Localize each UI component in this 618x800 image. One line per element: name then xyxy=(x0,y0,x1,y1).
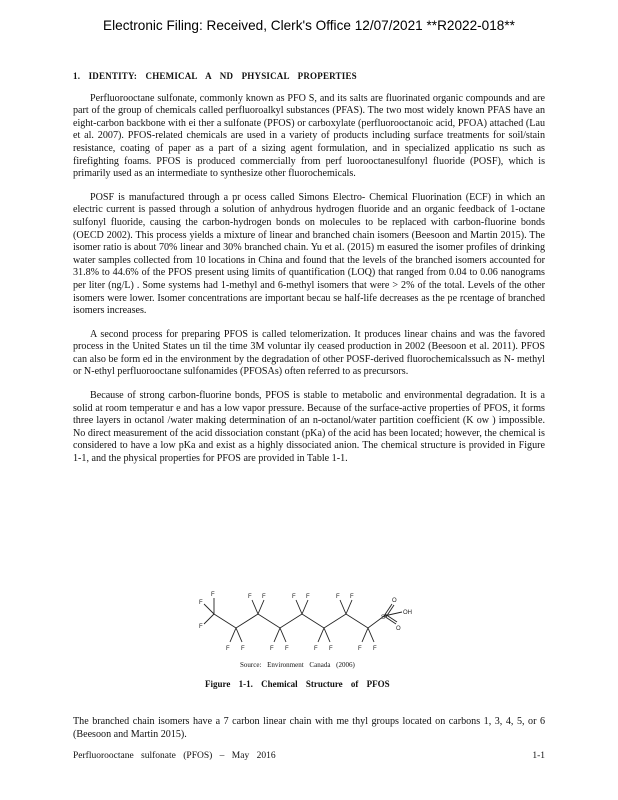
svg-text:F: F xyxy=(329,646,333,652)
svg-text:F: F xyxy=(262,594,266,600)
svg-text:S: S xyxy=(381,615,386,621)
svg-text:F: F xyxy=(285,646,289,652)
svg-text:F: F xyxy=(199,600,203,606)
footer-document-title: Perfluorooctane sulfonate (PFOS) – May 2016 xyxy=(73,751,276,761)
svg-text:F: F xyxy=(226,646,230,652)
paragraph-intro: Perfluorooctane sulfonate, commonly known as PFO S, and its salts are fluorinated organic compounds and are part of the group of chemicals called perfluoroalkyl substances (PFAS). The two most widely known PFAS have an eight-carbon backbone with ei ther a sulfonate (PFOS) or carboxylate (perfluorooctanoic acid, PFOA) attached (Lau et al. 2007). PFOS-related chemicals are used in a variety of products including surface treatments for soil/stain resistance, coating of paper as a part of a sizing agent formulation, and in specialized applicatio ns such as firefighting foams. PFOS is produced commercially from perf luorooctanesulfonyl fluoride (POSF), which is primarily used as an intermediate to synthesize other fluorochemicals. xyxy=(73,92,545,180)
svg-text:F: F xyxy=(248,594,252,600)
svg-text:O: O xyxy=(392,598,397,604)
svg-text:F: F xyxy=(314,646,318,652)
svg-text:F: F xyxy=(211,592,215,598)
svg-text:OH: OH xyxy=(403,610,412,616)
svg-text:F: F xyxy=(199,624,203,630)
figure-source: Source: Environment Canada (2006) xyxy=(240,661,355,669)
paragraph-telomerization: A second process for preparing PFOS is called telomerization. It produces linear chains and was the favored process in the United States un til the time 3M voluntar ily ceased production in 2002 (Beesoon et al. 2011). PFOS can also be form ed in the environment by the degradation of other POSF-derived fluorochemicalssuch as N- methyl or N-ethyl perfluorooctane sulfonamides (PFOSAs) often referred to as precursors. xyxy=(73,328,545,378)
svg-text:F: F xyxy=(358,646,362,652)
svg-text:F: F xyxy=(336,594,340,600)
document-body xyxy=(73,70,545,477)
svg-text:O: O xyxy=(396,626,401,632)
filing-header: Electronic Filing: Received, Clerk's Office 12/07/2021 **R2022-018** xyxy=(103,18,515,33)
section-heading: 1. IDENTITY: CHEMICAL A ND PHYSICAL PROPERTIES xyxy=(73,71,357,81)
footer-page-number: 1-1 xyxy=(532,751,545,761)
svg-text:F: F xyxy=(292,594,296,600)
svg-text:F: F xyxy=(270,646,274,652)
figure-caption: Figure 1-1. Chemical Structure of PFOS xyxy=(205,679,390,689)
svg-text:F: F xyxy=(241,646,245,652)
svg-text:F: F xyxy=(373,646,377,652)
pfos-structure-drawing xyxy=(196,584,416,658)
paragraph-posf-manufacture: POSF is manufactured through a pr ocess called Simons Electro- Chemical Fluorination (ECF) in which an electric current is passed through a solution of anhydrous hydrogen fluoride and an organic feedback of 1-octane sulfonyl fluoride, causing the carbon-hydrogen bonds on molecules to be replaced with carbon-fluorine bonds (OECD 2002). This process yields a mixture of linear and branched chain isomers (Beesoon and Martin 2015). The isomer ratio is about 70% linear and 30% branched chain. Yu et al. (2015) m easured the isomer profiles of drinking water samples collected from 10 locations in China and found that the levels of the branched isomers accounted for 31.8% to 44.6% of the PFOS present using limits of quantification (LOQ) that ranged from 0.04 to 0.06 nanograms per liter (ng/L) . Some systems had 1-methyl and 6-methyl isomers that were > 2% of the total. Levels of the other isomers were lower. Isomer concentrations are important becau se half-life decreases as the pe rcentage of branched isomers increases. xyxy=(73,191,545,317)
svg-text:F: F xyxy=(306,594,310,600)
pfos-structure-figure xyxy=(196,584,416,658)
paragraph-branched-isomers: The branched chain isomers have a 7 carbon linear chain with me thyl groups located on carbons 1, 3, 4, 5, or 6 (Beesoon and Martin 2015). xyxy=(73,716,545,740)
paragraph-properties: Because of strong carbon-fluorine bonds, PFOS is stable to metabolic and environmental degradation. It is a solid at room temperatur e and has a low vapor pressure. Because of the surface-active properties of PFOS, it forms three layers in octanol /water making determination of an n-octanol/water partition coefficient (K ow ) impossible. No direct measurement of the acid dissociation constant (pKa) of the acid has been located; however, the chemical is considered to have a low pKa and exist as a highly dissociated anion. The chemical structure is provided in Figure 1-1, and the physical properties for PFOS are provided in Table 1-1. xyxy=(73,390,545,465)
svg-text:F: F xyxy=(350,594,354,600)
